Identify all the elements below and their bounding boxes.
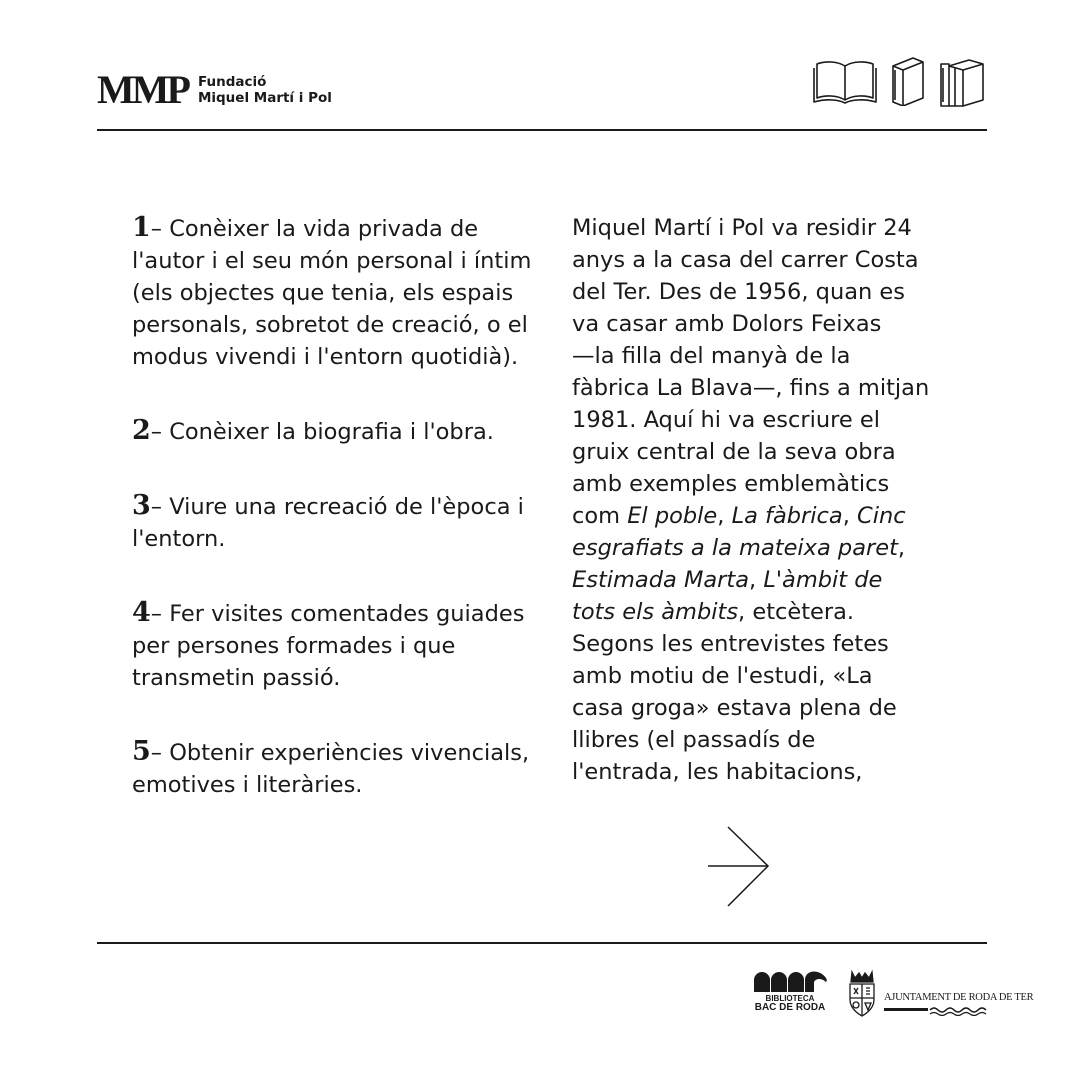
library-line1: BIBLIOTECA: [765, 994, 815, 1003]
footer-logos: [750, 970, 1033, 1021]
text-run: ,: [897, 535, 906, 561]
item-number: 4: [132, 597, 151, 628]
paragraph-line: [572, 596, 962, 628]
work-title: Cinc: [857, 503, 906, 529]
item-number: 5: [132, 736, 151, 767]
list-item: [132, 212, 532, 373]
header: [97, 56, 987, 116]
paragraph-line: amb exemples emblemàtics: [572, 471, 890, 497]
logo-mark: MMP: [97, 67, 188, 112]
text-run: ,: [749, 567, 764, 593]
library-name: [755, 994, 826, 1012]
text-run: ,: [842, 503, 858, 529]
item-text: – Fer visites comentades guiades per persones formades i que transmetin passió.: [132, 601, 525, 691]
list-item: [132, 490, 532, 555]
paragraph-line: anys a la casa del carrer Costa: [572, 247, 919, 273]
paragraph-line: gruix central de la seva obra: [572, 439, 896, 465]
open-book-icon: [813, 56, 877, 106]
text-run: , etcètera.: [738, 599, 855, 625]
work-title: El poble: [627, 503, 718, 529]
paragraph-line: l'entrada, les habitacions,: [572, 759, 863, 785]
org-name-line2: Miquel Martí i Pol: [197, 90, 332, 106]
library-logo-mark-icon: [752, 970, 828, 992]
item-number: 2: [132, 415, 151, 446]
text-run: ,: [717, 503, 732, 529]
council-logo[interactable]: [846, 970, 1033, 1021]
paragraph-line: llibres (el passadís de: [572, 727, 816, 753]
item-text: – Conèixer la biografia i l'obra.: [150, 419, 494, 445]
work-title: La fàbrica: [731, 503, 843, 529]
paragraph-line: fàbrica La Blava—, fins a mitjan: [572, 375, 930, 401]
stacked-books-icon: [939, 56, 987, 108]
coat-of-arms-icon: [846, 970, 878, 1018]
text-run: com: [572, 503, 628, 529]
objectives-list: [132, 212, 532, 843]
body-paragraph: [572, 212, 962, 788]
paragraph-line: del Ter. Des de 1956, quan es: [572, 279, 905, 305]
paragraph-line: [572, 564, 962, 596]
header-divider: [97, 129, 987, 131]
item-number: 3: [132, 490, 151, 521]
org-name-line1: Fundació: [197, 74, 267, 90]
council-text: [884, 992, 1033, 1021]
council-underline-icon: [884, 1006, 988, 1016]
paragraph-line: va casar amb Dolors Feixas: [572, 311, 882, 337]
book-icons: [813, 56, 987, 108]
paragraph-line: Miquel Martí i Pol va residir 24: [572, 215, 912, 241]
paragraph-line: Segons les entrevistes fetes: [572, 631, 889, 657]
paragraph-line: [572, 500, 962, 532]
work-title: Estimada Marta: [572, 567, 750, 593]
list-item: [132, 415, 532, 448]
library-logo[interactable]: [750, 970, 830, 1012]
foundation-logo[interactable]: [97, 67, 332, 112]
footer-divider: [97, 942, 987, 944]
next-arrow-icon[interactable]: [706, 826, 772, 908]
item-number: 1: [132, 212, 151, 243]
closed-book-icon: [889, 56, 927, 106]
paragraph-line: amb motiu de l'estudi, «La: [572, 663, 873, 689]
paragraph-line: 1981. Aquí hi va escriure el: [572, 407, 880, 433]
work-title: tots els àmbits: [572, 599, 739, 625]
logo-text: [198, 74, 332, 106]
paragraph-line: casa groga» estava plena de: [572, 695, 897, 721]
item-text: – Obtenir experiències vivencials, emotives i literàries.: [132, 740, 530, 798]
list-item: [132, 736, 532, 801]
item-text: – Viure una recreació de l'època i l'entorn.: [132, 494, 524, 552]
list-item: [132, 597, 532, 694]
paragraph-line: [572, 532, 962, 564]
work-title: esgrafiats a la mateixa paret: [572, 535, 898, 561]
library-line2: BAC DE RODA: [754, 1002, 826, 1013]
work-title: L'àmbit de: [763, 567, 883, 593]
item-text: – Conèixer la vida privada de l'autor i el seu món personal i íntim (els objectes que tenia, els espais personals, sobretot de creació, o el modus vivendi i l'entorn quotidià).: [132, 216, 532, 370]
council-name: AJUNTAMENT DE RODA DE TER: [884, 992, 1034, 1003]
paragraph-line: —la filla del manyà de la: [572, 343, 851, 369]
